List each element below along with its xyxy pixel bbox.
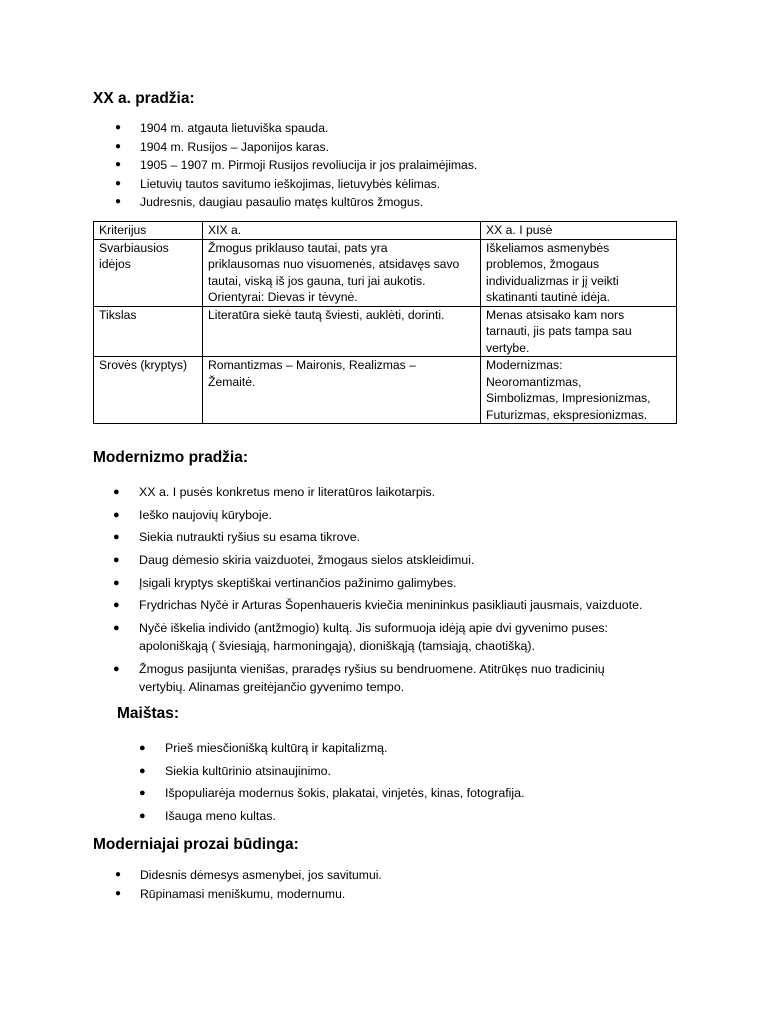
table-row — [94, 357, 677, 424]
bullet-icon: ● — [115, 887, 122, 899]
list-item: ● Prieš miesčionišką kultūrą ir kapitalizmą. — [139, 741, 388, 755]
list-item: ● Žmogus pasijunta vienišas, praradęs ryšius su bendruomene. Atitrūkęs nuo tradicinių vertybių. Alinamas greitėjančio gyvenimo tempo. — [113, 661, 605, 694]
table-header-cell: XIX a. — [203, 222, 481, 240]
bullet-icon: ● — [113, 508, 120, 521]
list-item: ● Daug dėmesio skiria vaizduotei, žmogaus sielos atskleidimui. — [113, 553, 475, 568]
bullet-icon: ● — [113, 486, 120, 498]
list-item: ● 1905 – 1907 m. Pirmoji Rusijos revoliucija ir jos pralaimėjimas. — [115, 156, 477, 175]
list-item: ● Lietuvių tautos savitumo ieškojimas, lietuvybės kėlimas. — [115, 175, 477, 194]
bullet-list-maistas — [139, 739, 525, 830]
bullet-icon: ● — [139, 742, 146, 754]
list-item: ● Nyčė iškelia individo (antžmogio) kultą. Jis suformuoja idėją apie dvi gyvenimo puses: apoloniškąją ( šviesiąją, harmoningąją), dioniškąją (tamsiąją, chaotišką). — [113, 621, 608, 654]
bullet-icon: ● — [113, 531, 120, 544]
list-item: ● Ieško naujovių kūryboje. — [113, 507, 272, 522]
bullet-icon: ● — [113, 576, 120, 589]
list-item: ● Siekia nutraukti ryšius su esama tikrove. — [113, 530, 361, 545]
table-header-cell: Kriterijus — [94, 222, 203, 240]
bullet-icon: ● — [113, 662, 120, 675]
table-cell: Literatūra siekė tautą šviesti, auklėti, dorinti. — [203, 306, 481, 357]
bullet-icon: ● — [115, 140, 122, 152]
table-cell: Modernizmas: Neoromantizmas, Simbolizmas, Impresionizmas, Futurizmas, ekspresionizmas. — [481, 357, 677, 424]
table-cell: Romantizmas – Maironis, Realizmas – Žemaitė. — [203, 357, 481, 424]
bullet-icon: ● — [115, 869, 122, 880]
table-row — [94, 306, 677, 357]
list-item: ● Įsigali kryptys skeptiškai vertinančios pažinimo galimybes. — [113, 575, 457, 590]
bullet-icon: ● — [115, 177, 122, 189]
section-heading-moderniajai-prozai: Moderniajai prozai būdinga: — [93, 836, 299, 853]
table-header-cell: XX a. I pusė — [481, 222, 677, 240]
bullet-icon: ● — [139, 764, 146, 777]
bullet-list-modernizmo-pradzia — [113, 483, 642, 701]
comparison-table — [93, 221, 677, 424]
table-cell: Tikslas — [94, 306, 203, 357]
table-cell: Menas atsisako kam nors tarnauti, jis pats tampa sau vertybe. — [481, 306, 677, 357]
table-cell: Žmogus priklauso tautai, pats yra priklausomas nuo visuomenės, atsidavęs savo tautai, viską iš jos gauna, turi jai aukotis. Orientyrai: Dievas ir tėvynė. — [203, 239, 481, 306]
bullet-icon: ● — [115, 196, 122, 207]
table-cell: Srovės (kryptys) — [94, 357, 203, 424]
bullet-icon: ● — [115, 122, 122, 133]
bullet-icon: ● — [139, 787, 146, 800]
bullet-list-moderniajai-prozai — [115, 866, 382, 903]
bullet-icon: ● — [115, 159, 122, 170]
list-item: ● Frydrichas Nyčė ir Arturas Šopenhaueris kviečia menininkus pasikliauti jausmais, vaizduote. — [113, 598, 643, 613]
list-item: ● Didesnis dėmesys asmenybei, jos savitumui. — [115, 866, 382, 885]
bullet-icon: ● — [139, 810, 146, 823]
bullet-icon: ● — [113, 599, 120, 612]
table-cell: Svarbiausios idėjos — [94, 239, 203, 306]
bullet-list-xx-pradzia — [115, 119, 477, 212]
list-item: ● 1904 m. Rusijos – Japonijos karas. — [115, 138, 477, 157]
list-item: ● Išpopuliarėja modernus šokis, plakatai, vinjetės, kinas, fotografija. — [139, 786, 525, 801]
table-cell: Iškeliamos asmenybės problemos, žmogaus individualizmas ir jį veikti skatinanti tautinė idėja. — [481, 239, 677, 306]
list-item: ● Išauga meno kultas. — [139, 809, 276, 824]
list-item: ● Rūpinamasi meniškumu, modernumu. — [115, 885, 382, 904]
section-heading-xx-pradzia: XX a. pradžia: — [93, 90, 195, 107]
section-heading-modernizmo-pradzia: Modernizmo pradžia: — [93, 449, 249, 466]
list-item: ● Judresnis, daugiau pasaulio matęs kultūros žmogus. — [115, 193, 477, 212]
table-header-row — [94, 222, 677, 240]
table-row — [94, 239, 677, 306]
list-item: ● XX a. I pusės konkretus meno ir literatūros laikotarpis. — [113, 485, 436, 499]
bullet-icon: ● — [113, 622, 120, 635]
list-item: ● Siekia kultūrinio atsinaujinimo. — [139, 763, 331, 778]
section-heading-maistas: Maištas: — [117, 705, 180, 722]
list-item: ● 1904 m. atgauta lietuviška spauda. — [115, 119, 477, 138]
bullet-icon: ● — [113, 554, 120, 567]
